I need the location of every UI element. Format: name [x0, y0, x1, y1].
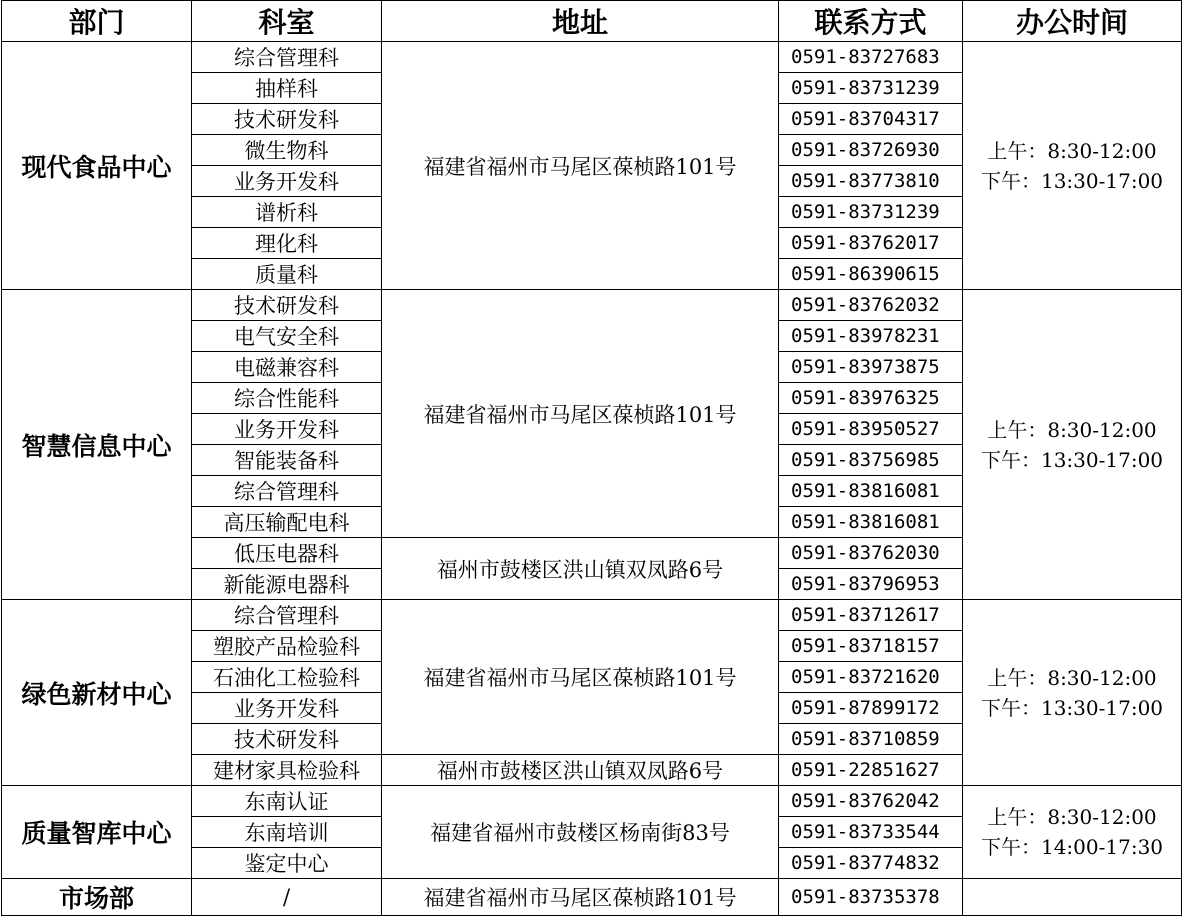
phone-cell: 0591-83727683	[779, 42, 963, 73]
dept-cell: 市场部	[2, 879, 192, 916]
section-cell: 谱析科	[192, 197, 382, 228]
hours-line: 上午：8:30-12:00	[987, 805, 1157, 829]
dept-cell: 智慧信息中心	[2, 290, 192, 600]
address-cell: 福建省福州市马尾区葆桢路101号	[382, 600, 779, 755]
header-address: 地址	[382, 1, 779, 42]
section-cell: 微生物科	[192, 135, 382, 166]
section-cell: 新能源电器科	[192, 569, 382, 600]
section-cell: 高压输配电科	[192, 507, 382, 538]
hours-cell	[963, 600, 1182, 786]
phone-cell: 0591-83731239	[779, 197, 963, 228]
address-cell: 福建省福州市鼓楼区杨南街83号	[382, 786, 779, 879]
section-cell: 低压电器科	[192, 538, 382, 569]
hours-cell	[963, 879, 1182, 916]
phone-cell: 0591-83726930	[779, 135, 963, 166]
hours-cell	[963, 290, 1182, 600]
table-row	[2, 290, 1182, 321]
table-row	[2, 600, 1182, 631]
section-cell: 综合管理科	[192, 42, 382, 73]
phone-cell: 0591-83762030	[779, 538, 963, 569]
phone-cell: 0591-83710859	[779, 724, 963, 755]
header-dept: 部门	[2, 1, 192, 42]
section-cell: 技术研发科	[192, 104, 382, 135]
phone-cell: 0591-83816081	[779, 507, 963, 538]
address-cell: 福建省福州市马尾区葆桢路101号	[382, 879, 779, 916]
hours-line: 下午：13:30-17:00	[980, 168, 1164, 193]
section-cell: 技术研发科	[192, 724, 382, 755]
section-cell: 业务开发科	[192, 414, 382, 445]
section-cell: 建材家具检验科	[192, 755, 382, 786]
section-cell: 东南培训	[192, 817, 382, 848]
address-cell: 福建省福州市马尾区葆桢路101号	[382, 290, 779, 538]
dept-cell: 现代食品中心	[2, 42, 192, 290]
hours-line: 上午：8:30-12:00	[987, 417, 1157, 442]
section-cell: 东南认证	[192, 786, 382, 817]
section-cell: 质量科	[192, 259, 382, 290]
section-cell: 抽样科	[192, 73, 382, 104]
phone-cell: 0591-83731239	[779, 73, 963, 104]
phone-cell: 0591-83762042	[779, 786, 963, 817]
phone-cell: 0591-83704317	[779, 104, 963, 135]
section-cell: 石油化工检验科	[192, 662, 382, 693]
section-cell: 鉴定中心	[192, 848, 382, 879]
phone-cell: 0591-83978231	[779, 321, 963, 352]
hours-line: 下午：13:30-17:00	[980, 447, 1164, 472]
hours-line: 下午：13:30-17:00	[980, 695, 1164, 720]
phone-cell: 0591-83721620	[779, 662, 963, 693]
dept-cell: 质量智库中心	[2, 786, 192, 879]
section-cell: 综合管理科	[192, 476, 382, 507]
phone-cell: 0591-83712617	[779, 600, 963, 631]
phone-cell: 0591-83756985	[779, 445, 963, 476]
header-section: 科室	[192, 1, 382, 42]
phone-cell: 0591-22851627	[779, 755, 963, 786]
table-row	[2, 42, 1182, 73]
section-cell: 理化科	[192, 228, 382, 259]
section-cell: 业务开发科	[192, 166, 382, 197]
table-row	[2, 786, 1182, 817]
phone-cell: 0591-87899172	[779, 693, 963, 724]
phone-cell: 0591-83735378	[779, 879, 963, 916]
table-row	[2, 879, 1182, 916]
phone-cell: 0591-83774832	[779, 848, 963, 879]
phone-cell: 0591-83733544	[779, 817, 963, 848]
section-cell: 综合管理科	[192, 600, 382, 631]
address-cell: 福建省福州市马尾区葆桢路101号	[382, 42, 779, 290]
phone-cell: 0591-83950527	[779, 414, 963, 445]
contact-table	[1, 0, 1182, 916]
section-cell: 综合性能科	[192, 383, 382, 414]
phone-cell: 0591-83762032	[779, 290, 963, 321]
phone-cell: 0591-83718157	[779, 631, 963, 662]
section-cell: 智能装备科	[192, 445, 382, 476]
phone-cell: 0591-83976325	[779, 383, 963, 414]
address-cell: 福州市鼓楼区洪山镇双凤路6号	[382, 538, 779, 600]
phone-cell: 0591-83773810	[779, 166, 963, 197]
dept-cell: 绿色新材中心	[2, 600, 192, 786]
phone-cell: 0591-83973875	[779, 352, 963, 383]
phone-cell: 0591-83816081	[779, 476, 963, 507]
section-cell: 塑胶产品检验科	[192, 631, 382, 662]
header-hours: 办公时间	[963, 1, 1182, 42]
header-row	[2, 1, 1182, 42]
hours-line: 下午：14:00-17:30	[980, 835, 1164, 859]
section-cell: 电磁兼容科	[192, 352, 382, 383]
phone-cell: 0591-86390615	[779, 259, 963, 290]
hours-line: 上午：8:30-12:00	[987, 665, 1157, 690]
phone-cell: 0591-83796953	[779, 569, 963, 600]
section-cell: /	[192, 879, 382, 916]
section-cell: 业务开发科	[192, 693, 382, 724]
header-contact: 联系方式	[779, 1, 963, 42]
section-cell: 电气安全科	[192, 321, 382, 352]
hours-cell	[963, 42, 1182, 290]
hours-cell	[963, 786, 1182, 879]
phone-cell: 0591-83762017	[779, 228, 963, 259]
section-cell: 技术研发科	[192, 290, 382, 321]
table-body	[2, 42, 1182, 916]
address-cell: 福州市鼓楼区洪山镇双凤路6号	[382, 755, 779, 786]
hours-line: 上午：8:30-12:00	[987, 138, 1157, 163]
